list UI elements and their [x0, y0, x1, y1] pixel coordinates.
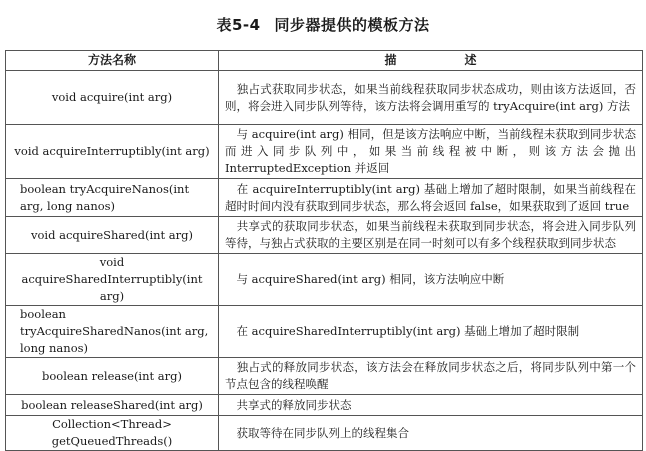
table-row	[6, 306, 643, 358]
table-title: 同步器提供的模板方法	[274, 16, 430, 34]
table-row	[6, 358, 643, 395]
table-caption	[0, 14, 646, 35]
description-cell: 与 acquireShared(int arg) 相同，该方法响应中断	[219, 254, 643, 306]
description-cell: 在 acquireSharedInterruptibly(int arg) 基础上增加了超时限制	[219, 306, 643, 358]
method-cell: boolean releaseShared(int arg)	[6, 395, 219, 416]
table-row	[6, 395, 643, 416]
method-cell: void acquireInterruptibly(int arg)	[6, 125, 219, 179]
description-cell: 共享式的释放同步状态	[219, 395, 643, 416]
template-methods-table	[5, 50, 643, 451]
table-row	[6, 71, 643, 125]
method-cell: Collection<Thread> getQueuedThreads()	[6, 416, 219, 451]
description-cell: 独占式获取同步状态，如果当前线程获取同步状态成功，则由该方法返回，否则，将会进入同步队列等待，该方法将会调用重写的 tryAcquire(int arg) 方法	[219, 71, 643, 125]
method-cell: boolean release(int arg)	[6, 358, 219, 395]
description-cell: 在 acquireInterruptibly(int arg) 基础上增加了超时限制，如果当前线程在超时时间内没有获取到同步状态，那么将会返回 false，如果获取到了返回 true	[219, 179, 643, 217]
method-cell: boolean tryAcquireNanos(int arg, long nanos)	[6, 179, 219, 217]
method-cell: void acquireShared(int arg)	[6, 217, 219, 254]
description-cell: 独占式的释放同步状态，该方法会在释放同步状态之后，将同步队列中第一个节点包含的线程唤醒	[219, 358, 643, 395]
table-row	[6, 416, 643, 451]
table-row	[6, 125, 643, 179]
method-cell: boolean tryAcquireSharedNanos(int arg, long nanos)	[6, 306, 219, 358]
header-row	[6, 51, 643, 71]
description-cell: 共享式的获取同步状态，如果当前线程未获取到同步状态，将会进入同步队列等待，与独占式获取的主要区别是在同一时刻可以有多个线程获取到同步状态	[219, 217, 643, 254]
table-row	[6, 217, 643, 254]
header-method-name: 方法名称	[6, 51, 219, 71]
table-row	[6, 179, 643, 217]
method-cell: void acquire(int arg)	[6, 71, 219, 125]
table-number: 表5-4	[216, 16, 261, 34]
table-row	[6, 254, 643, 306]
description-cell: 获取等待在同步队列上的线程集合	[219, 416, 643, 451]
description-cell: 与 acquire(int arg) 相同，但是该方法响应中断，当前线程未获取到同步状态而进入同步队列中，如果当前线程被中断，则该方法会抛出 InterruptedException 并返回	[219, 125, 643, 179]
header-description: 描 述	[219, 51, 643, 71]
method-cell: void acquireSharedInterruptibly(int arg)	[6, 254, 219, 306]
